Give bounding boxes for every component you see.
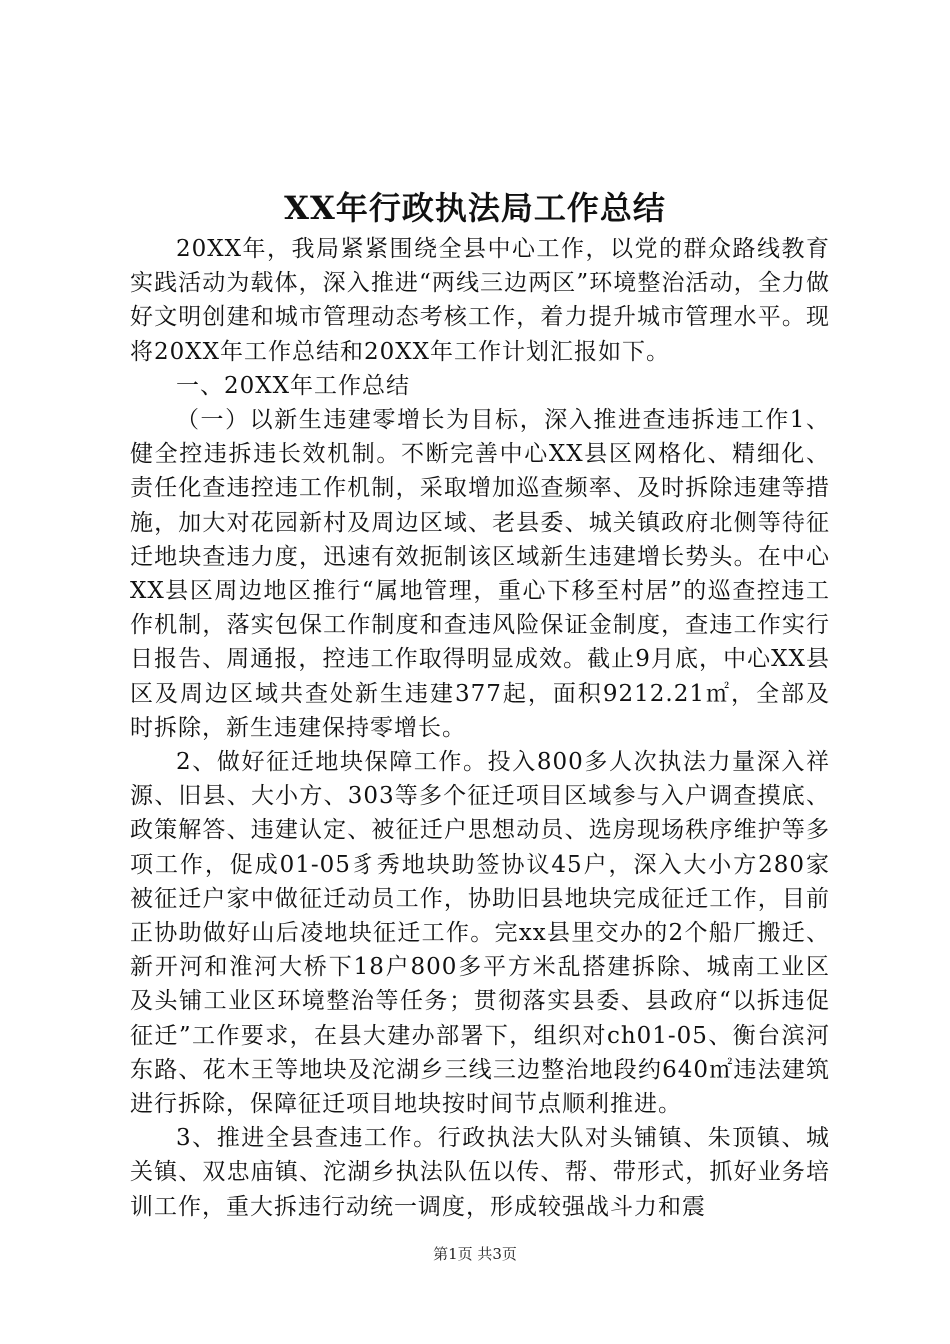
page-footer: 第1页 共3页 (433, 1245, 517, 1263)
intro-paragraph: 20XX年，我局紧紧围绕全县中心工作，以党的群众路线教育实践活动为载体，深入推进“两线三边两区”环境整治活动，全力做好文明创建和城市管理动态考核工作，着力提升城市管理水平。现将20XX年工作总结和20XX年工作计划汇报如下。 (130, 236, 830, 365)
body-paragraph: 3、推进全县查违工作。行政执法大队对头铺镇、朱顶镇、城关镇、双忠庙镇、沱湖乡执法队伍以传、帮、带形式，抓好业务培训工作，重大拆违行动统一调度，形成较强战斗力和震 (130, 1125, 830, 1220)
section-heading: 一、20XX年工作总结 (176, 372, 411, 399)
subsection-paragraph: （一）以新生违建零增长为目标，深入推进查违拆违工作1、健全控违拆违长效机制。不断完善中心XX县区网格化、精细化、责任化查违控违工作机制，采取增加巡查频率、及时拆除违建等措施，加大对花园新村及周边区域、老县委、城关镇政府北侧等待征迁地块查违力度，迅速有效扼制该区域新生违建增长势头。在中心XX县区周边地区推行“属地管理，重心下移至村居”的巡查控违工作机制，落实包保工作制度和查违风险保证金制度，查违工作实行日报告、周通报，控违工作取得明显成效。截止9月底，中心XX县区及周边区域共查处新生违建377起，面积9212.21㎡，全部及时拆除，新生违建保持零增长。 (130, 407, 830, 741)
document-title: XX年行政执法局工作总结 (284, 189, 666, 227)
document-body (130, 232, 830, 1224)
body-paragraph: 2、做好征迁地块保障工作。投入800多人次执法力量深入祥源、旧县、大小方、303等多个征迁项目区域参与入户调查摸底、政策解答、违建认定、被征迁户思想动员、选房现场秩序维护等多项工作，促成01-05豸秀地块助签协议45户，深入大小方280家被征迁户家中做征迁动员工作，协助旧县地块完成征迁工作，目前正协助做好山后凌地块征迁工作。完xx县里交办的2个船厂搬迁、新开河和淮河大桥下18户800多平方米乱搭建拆除、城南工业区及头铺工业区环境整治等任务；贯彻落实县委、县政府“以拆违促征迁”工作要求，在县大建办部署下，组织对ch01-05、衡台滨河东路、花木王等地块及沱湖乡三线三边整治地段约640㎡违法建筑进行拆除，保障征迁项目地块按时间节点顺利推进。 (130, 749, 830, 1118)
